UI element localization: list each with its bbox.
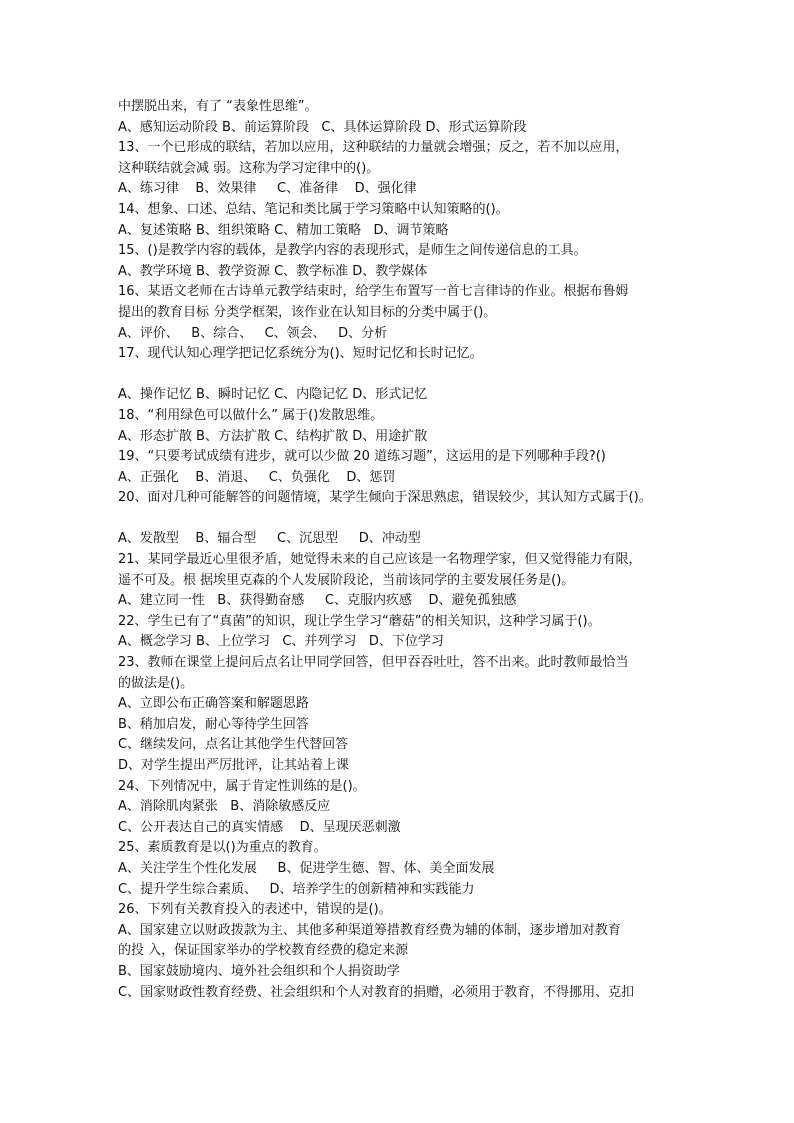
answer-option: A、国家建立以财政拨款为主、其他多种渠道筹措教育经费为辅的体制，逐步增加对教育 [118, 922, 621, 938]
question-23: 23、教师在课堂上提问后点名让甲同学回答，但甲吞吞吐吐，答不出来。此时教师最恰当 [118, 655, 629, 671]
document-text [118, 97, 698, 1003]
answer-option: D、对学生提出严厉批评，让其站着上课 [118, 758, 350, 773]
question-25: 25、素质教育是以()为重点的教育。 [118, 840, 327, 856]
answer-options: A、建立同一性 B、获得勤奋感 C、克服内疚感 D、避免孤独感 [118, 593, 517, 609]
answer-options: A、复述策略 B、组织策略 C、精加工策略 D、调节策略 [118, 222, 449, 238]
answer-options: A、评价、 B、综合、 C、领会、 D、分析 [118, 325, 388, 341]
text-line: 的投 入，保证国家举办的学校教育经费的稳定来源 [118, 943, 409, 959]
question-22: 22、学生已有了“真菌”的知识，现让学生学习“蘑菇”的相关知识，这种学习属于()。 [118, 613, 601, 629]
question-13: 13、一个已形成的联结，若加以应用，这种联结的力量就会增强；反之，若不加以应用， [118, 140, 629, 156]
blank-line [118, 509, 698, 530]
answer-options: A、发散型 B、辐合型 C、沉思型 D、冲动型 [118, 531, 421, 547]
answer-options: A、教学环境 B、教学资源 C、教学标准 D、教学媒体 [118, 263, 428, 279]
answer-options: A、正强化 B、消退、 C、负强化 D、惩罚 [118, 469, 396, 485]
answer-options: A、关注学生个性化发展 B、促进学生德、智、体、美全面发展 [118, 860, 495, 876]
answer-options: A、感知运动阶段 B、前运算阶段 C、具体运算阶段 D、形式运算阶段 [118, 119, 527, 135]
question-21: 21、某同学最近心里很矛盾，她觉得未来的自己应该是一名物理学家，但又觉得能力有限， [118, 552, 642, 568]
question-26: 26、下列有关教育投入的表述中，错误的是()。 [118, 902, 392, 918]
question-18: 18、“利用绿色可以做什么” 属于()发散思维。 [118, 407, 384, 423]
answer-option: B、国家鼓励境内、境外社会组织和个人捐资助学 [118, 963, 400, 979]
question-14: 14、想象、口述、总结、笔记和类比属于学习策略中认知策略的()。 [118, 201, 509, 217]
answer-options: A、消除肌肉紧张 B、消除敏感反应 [118, 799, 331, 815]
answer-options: A、练习律 B、效果律 C、准备律 D、强化律 [118, 181, 417, 197]
answer-options: C、公开表达自己的真实情感 D、呈现厌恶刺激 [118, 819, 401, 835]
text-line: 提出的教育目标 分类学框架，该作业在认知目标的分类中属于()。 [118, 304, 497, 320]
text-line: 这种联结就会减 弱。这称为学习定律中的()。 [118, 160, 380, 176]
question-17: 17、现代认知心理学把记忆系统分为()、短时记忆和长时记忆。 [118, 346, 483, 362]
blank-line [118, 365, 698, 386]
answer-options: A、概念学习 B、上位学习 C、并列学习 D、下位学习 [118, 634, 444, 650]
question-16: 16、某语文老师在古诗单元教学结束时，给学生布置写一首七言律诗的作业。根据布鲁姆 [118, 284, 629, 300]
text-line: 的做法是()。 [118, 675, 194, 691]
answer-option: C、继续发问，点名让其他学生代替回答 [118, 737, 349, 753]
question-19: 19、“只要考试成绩有进步，就可以少做 20 道练习题”，这运用的是下列哪种手段?() [118, 449, 606, 465]
text-line: 遥不可及。根 据埃里克森的个人发展阶段论，当前该同学的主要发展任务是()。 [118, 572, 575, 588]
answer-option: C、国家财政性教育经费、社会组织和个人对教育的捐赠，必须用于教育，不得挪用、克扣 [118, 984, 635, 1000]
answer-options: C、提升学生综合素质、 D、培养学生的创新精神和实践能力 [118, 881, 475, 897]
answer-option: A、立即公布正确答案和解题思路 [118, 696, 309, 712]
answer-option: B、稍加启发，耐心等待学生回答 [118, 716, 309, 732]
text-line: 中摆脱出来，有了 “表象性思维”。 [118, 99, 318, 114]
question-20: 20、面对几种可能解答的问题情境，某学生倾向于深思熟虑，错误较少，其认知方式属于()。 [118, 490, 652, 506]
answer-options: A、操作记忆 B、瞬时记忆 C、内隐记忆 D、形式记忆 [118, 387, 428, 403]
answer-options: A、形态扩散 B、方法扩散 C、结构扩散 D、用途扩散 [118, 428, 428, 444]
question-24: 24、下列情况中，属于肯定性训练的是()。 [118, 778, 366, 794]
question-15: 15、()是教学内容的载体，是教学内容的表现形式，是师生之间传递信息的工具。 [118, 243, 587, 259]
